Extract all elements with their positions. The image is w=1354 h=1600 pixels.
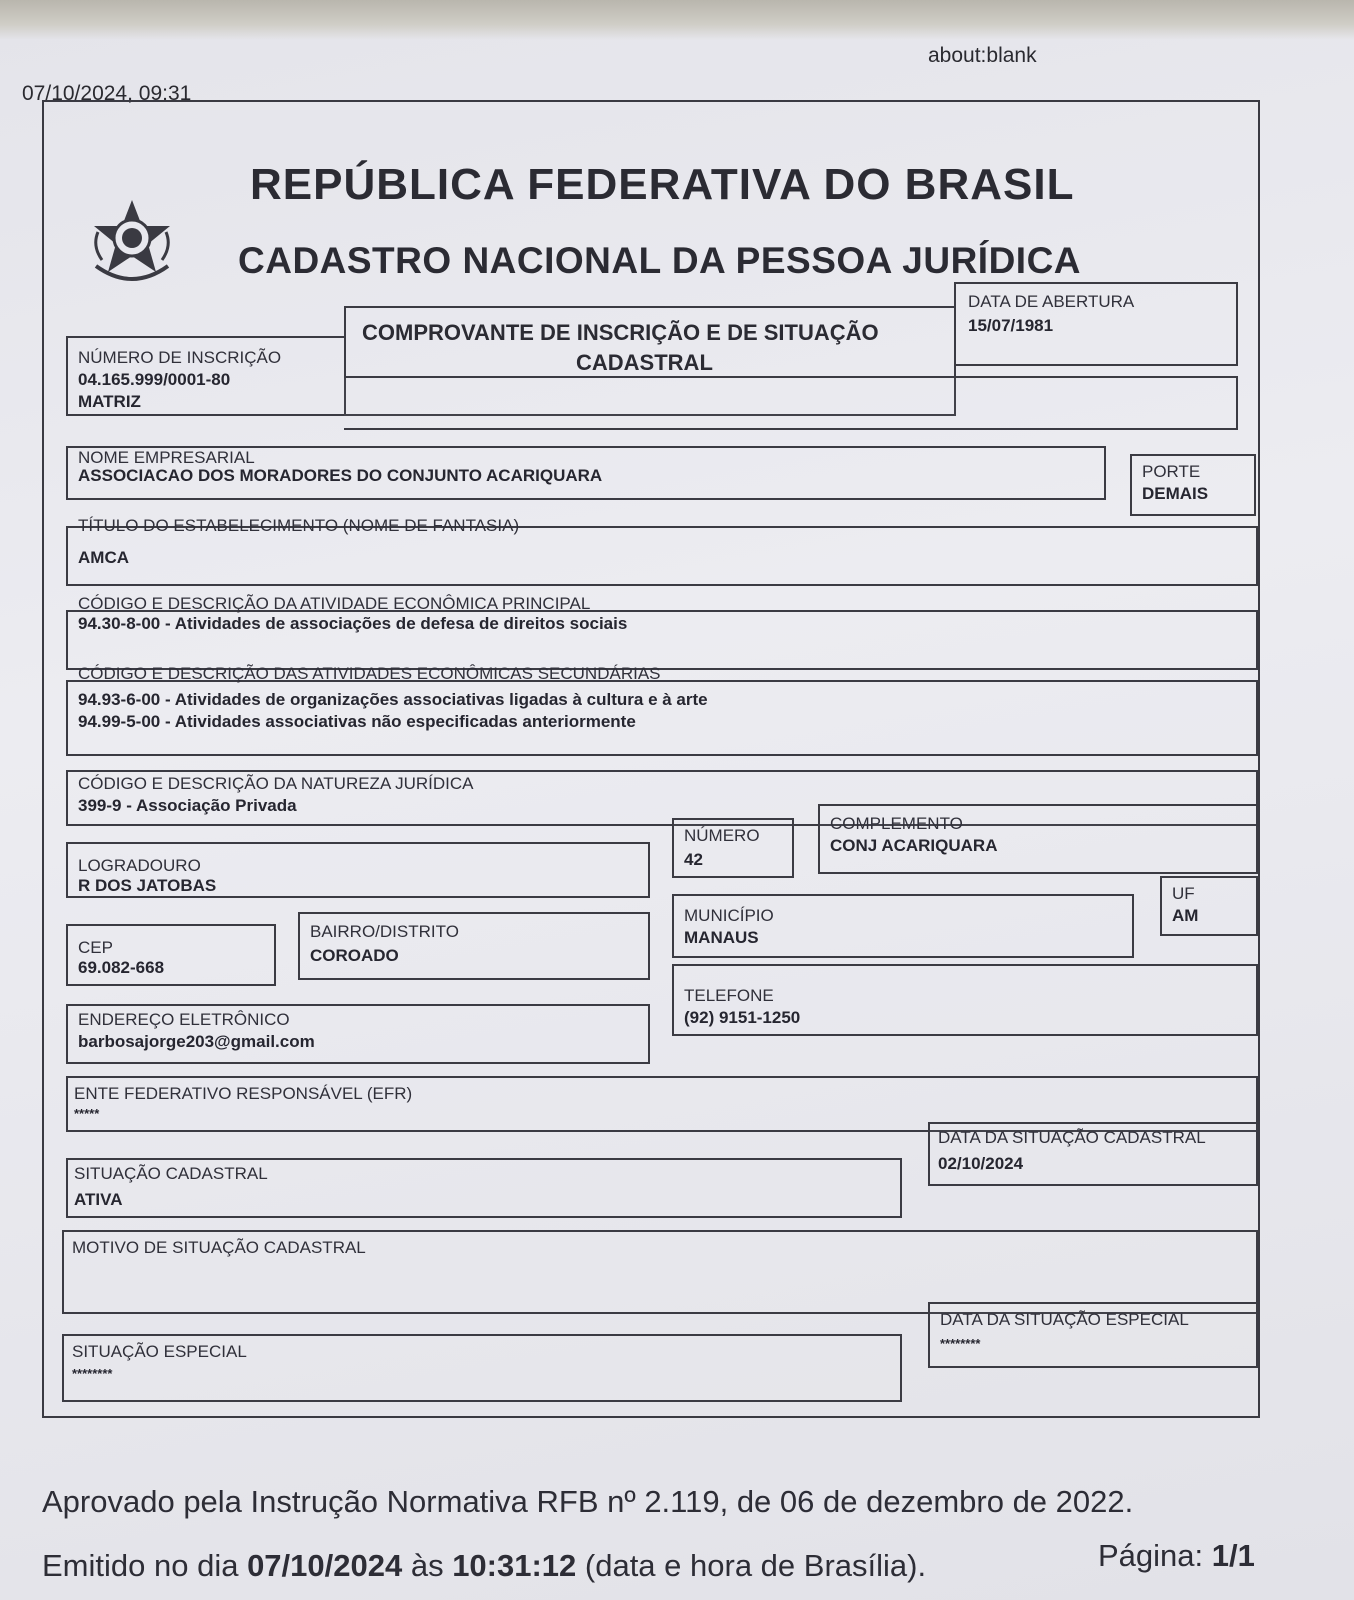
titulo-estabelecimento-label: TÍTULO DO ESTABELECIMENTO (NOME DE FANTASIA): [78, 516, 520, 535]
uf-label: UF: [1172, 884, 1195, 903]
municipio-value: MANAUS: [684, 928, 759, 947]
print-url: about:blank: [928, 44, 1037, 67]
issued-prefix: Emitido no dia: [42, 1548, 248, 1583]
document-title-line1: COMPROVANTE DE INSCRIÇÃO E DE SITUAÇÃO: [362, 320, 879, 345]
bairro-value: COROADO: [310, 946, 399, 965]
row-spacer-box: [344, 376, 1238, 430]
page-subtitle: CADASTRO NACIONAL DA PESSOA JURÍDICA: [238, 240, 1082, 281]
page-title: REPÚBLICA FEDERATIVA DO BRASIL: [250, 160, 1075, 209]
data-situacao-cadastral-label: DATA DA SITUAÇÃO CADASTRAL: [938, 1128, 1206, 1147]
data-abertura-value: 15/07/1981: [968, 316, 1054, 335]
atividade-principal-label: CÓDIGO E DESCRIÇÃO DA ATIVIDADE ECONÔMICA PRINCIPAL: [78, 594, 591, 613]
brazil-coat-of-arms-icon: [82, 196, 182, 292]
porte-label: PORTE: [1142, 462, 1201, 481]
issued-time: 10:31:12: [452, 1548, 577, 1583]
page-number-value: 1/1: [1211, 1538, 1255, 1573]
titulo-estabelecimento-value: AMCA: [78, 548, 129, 567]
atividade-secundaria-2: 94.99-5-00 - Atividades associativas não especificadas anteriormente: [78, 712, 636, 731]
print-datetime: 07/10/2024, 09:31: [22, 82, 192, 105]
issued-suffix: (data e hora de Brasília).: [576, 1548, 927, 1583]
numero-inscricao-value: 04.165.999/0001-80: [78, 370, 231, 389]
situacao-cadastral-value: ATIVA: [74, 1190, 123, 1209]
telefone-value: (92) 9151-1250: [684, 1008, 801, 1027]
efr-label: ENTE FEDERATIVO RESPONSÁVEL (EFR): [74, 1084, 413, 1103]
municipio-box: [672, 894, 1134, 958]
municipio-label: MUNICÍPIO: [684, 906, 774, 925]
email-label: ENDEREÇO ELETRÔNICO: [78, 1010, 290, 1029]
atividade-principal-value: 94.30-8-00 - Atividades de associações de defesa de direitos sociais: [78, 614, 628, 633]
page-number-label: Página:: [1098, 1538, 1212, 1573]
uf-value: AM: [1172, 906, 1199, 925]
numero-inscricao-type: MATRIZ: [78, 392, 141, 411]
data-situacao-especial-label: DATA DA SITUAÇÃO ESPECIAL: [940, 1310, 1189, 1329]
atividades-secundarias-label: CÓDIGO E DESCRIÇÃO DAS ATIVIDADES ECONÔMICAS SECUNDÁRIAS: [78, 664, 661, 683]
complemento-label: COMPLEMENTO: [830, 814, 963, 833]
efr-value: *****: [74, 1106, 100, 1121]
porte-value: DEMAIS: [1142, 484, 1209, 503]
atividade-secundaria-1: 94.93-6-00 - Atividades de organizações associativas ligadas à cultura e à arte: [78, 690, 708, 709]
natureza-juridica-value: 399-9 - Associação Privada: [78, 796, 297, 815]
data-situacao-especial-value: ********: [940, 1336, 981, 1351]
issued-date: 07/10/2024: [247, 1548, 403, 1583]
bairro-label: BAIRRO/DISTRITO: [310, 922, 459, 941]
telefone-label: TELEFONE: [684, 986, 774, 1005]
logradouro-value: R DOS JATOBAS: [78, 876, 217, 895]
data-situacao-cadastral-value: 02/10/2024: [938, 1154, 1024, 1173]
document-title-line2: CADASTRAL: [576, 350, 713, 375]
email-value: barbosajorge203@gmail.com: [78, 1032, 315, 1051]
cep-label: CEP: [78, 938, 113, 957]
page-number: [1098, 1538, 1255, 1574]
approval-note: Aprovado pela Instrução Normativa RFB nº 2.119, de 06 de dezembro de 2022.: [42, 1484, 1134, 1519]
situacao-especial-label: SITUAÇÃO ESPECIAL: [72, 1342, 247, 1361]
issued-note: [42, 1548, 926, 1584]
situacao-especial-value: ********: [72, 1366, 113, 1381]
motivo-situacao-label: MOTIVO DE SITUAÇÃO CADASTRAL: [72, 1238, 366, 1257]
data-abertura-label: DATA DE ABERTURA: [968, 292, 1135, 311]
situacao-cadastral-label: SITUAÇÃO CADASTRAL: [74, 1164, 268, 1183]
numero-label: NÚMERO: [684, 826, 760, 845]
natureza-juridica-label: CÓDIGO E DESCRIÇÃO DA NATUREZA JURÍDICA: [78, 774, 474, 793]
numero-value: 42: [684, 850, 703, 869]
numero-inscricao-label: NÚMERO DE INSCRIÇÃO: [78, 348, 282, 367]
nome-empresarial-label: NOME EMPRESARIAL: [78, 448, 255, 467]
complemento-value: CONJ ACARIQUARA: [830, 836, 998, 855]
cep-value: 69.082-668: [78, 958, 165, 977]
issued-mid: às: [402, 1548, 453, 1583]
logradouro-label: LOGRADOURO: [78, 856, 201, 875]
nome-empresarial-value: ASSOCIACAO DOS MORADORES DO CONJUNTO ACARIQUARA: [78, 466, 603, 485]
paper-fold-shadow: [0, 0, 1354, 40]
